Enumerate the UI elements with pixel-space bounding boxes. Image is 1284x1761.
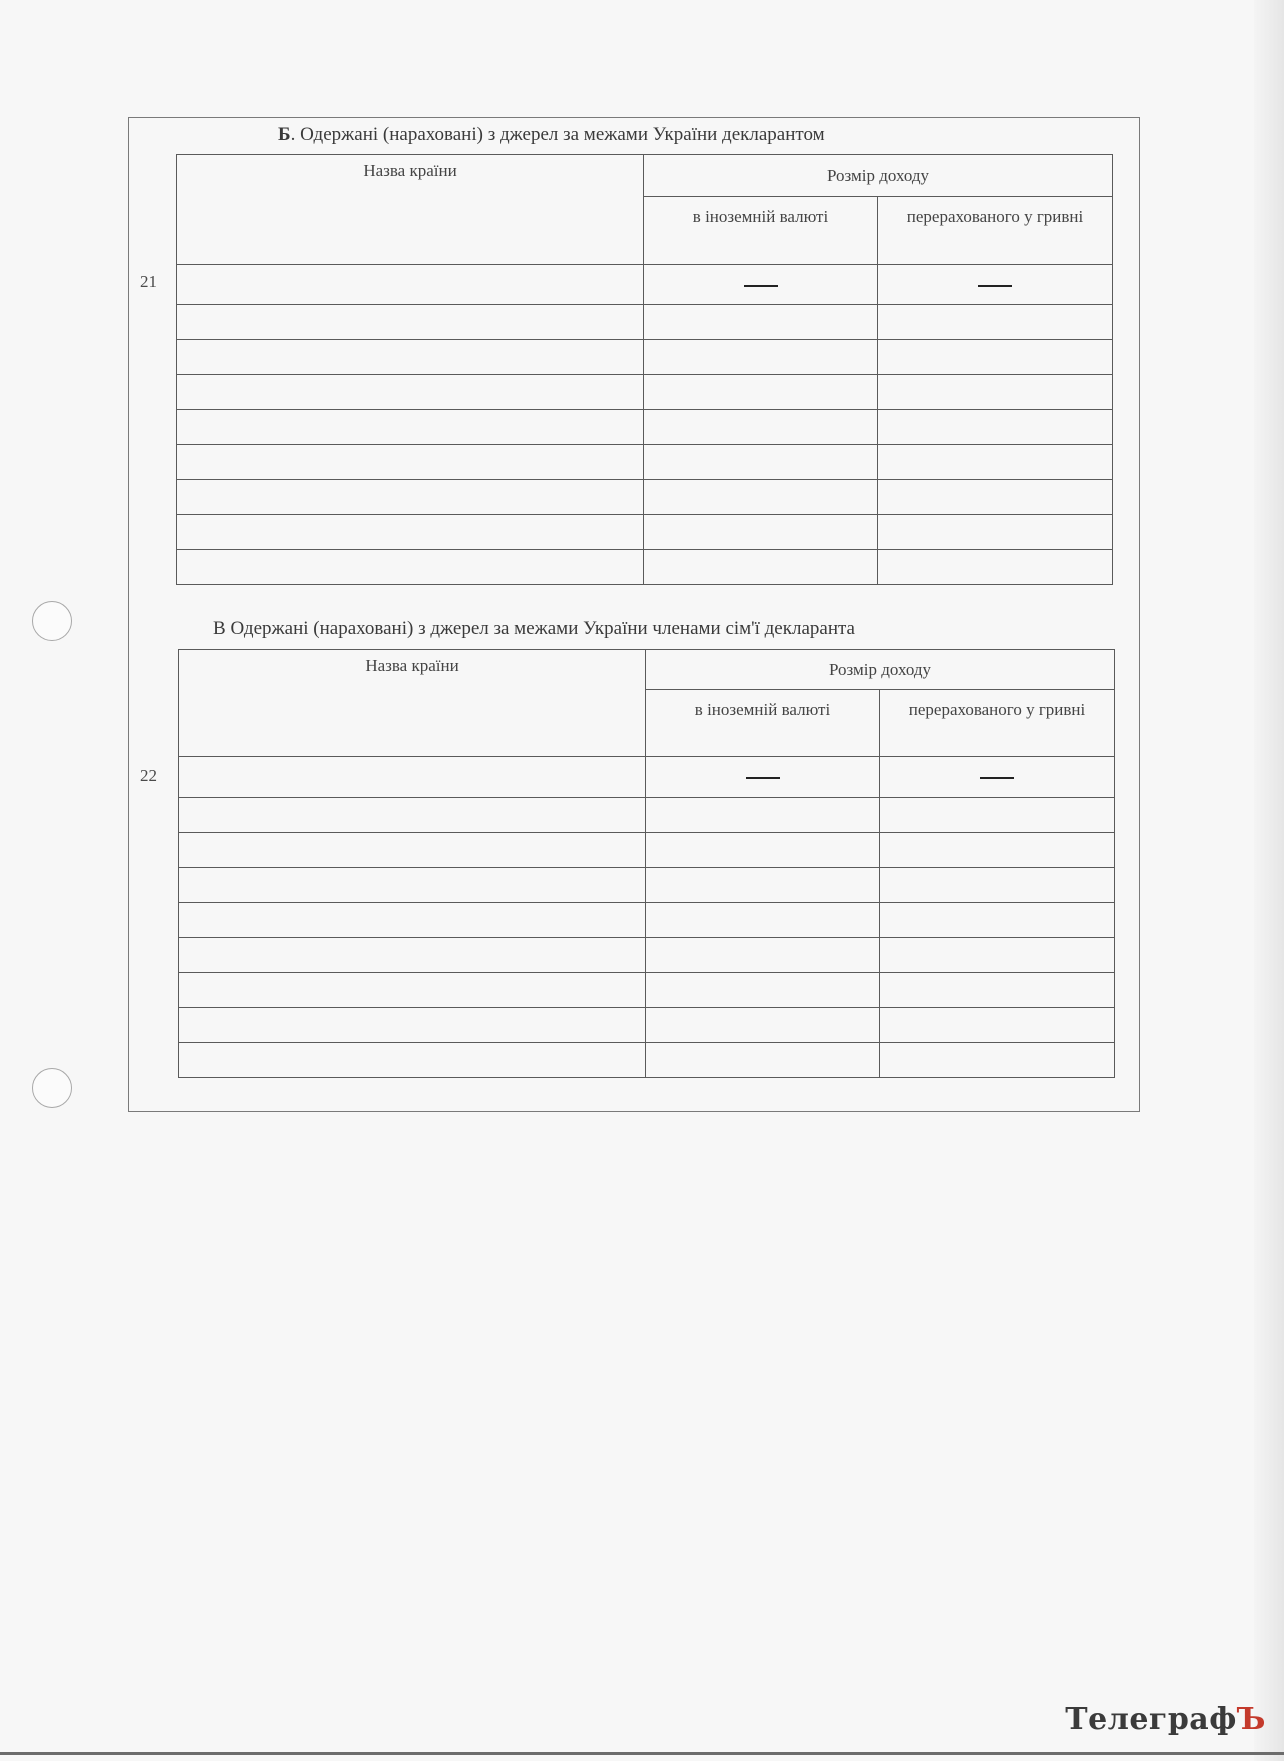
row-number-21: 21 [140,272,157,291]
table-row [177,410,1113,445]
table-row [179,938,1115,973]
table-row [177,340,1113,375]
table-row [179,973,1115,1008]
table-cell [179,757,646,798]
table-cell [878,265,1113,305]
table-cell [646,757,880,798]
punch-hole-top [32,601,72,641]
table-cell [880,757,1115,798]
table-row [177,445,1113,480]
logo-text: Телеграф [1065,1702,1237,1737]
header-income-size: Розмір доходу [644,155,1113,197]
table-row [179,1008,1115,1043]
table-row [177,305,1113,340]
section-b-letter: Б [278,124,291,145]
handwritten-dash [746,777,780,779]
header-country: Назва країни [177,155,644,265]
punch-hole-bottom [32,1068,72,1108]
table-row [177,550,1113,585]
header-converted: перерахованого у гривні [878,197,1113,265]
telegraf-logo [1065,1702,1266,1737]
header-converted: перерахованого у гривні [880,690,1115,757]
table-row [179,757,1115,798]
table-row [177,375,1113,410]
logo-accent-letter: Ъ [1236,1702,1266,1737]
handwritten-dash [980,777,1014,779]
header-foreign-currency: в іноземній валюті [644,197,878,265]
row-number-22: 22 [140,766,157,785]
table-cell [644,265,878,305]
table-row [179,798,1115,833]
section-b-table [176,154,1113,585]
table-cell [177,265,644,305]
header-country: Назва країни [179,650,646,757]
section-b-title [278,124,825,146]
handwritten-dash [978,285,1012,287]
table-row [179,903,1115,938]
page-edge-shadow [1254,0,1284,1761]
table-row [179,1043,1115,1078]
table-row [179,833,1115,868]
section-v-title-text: Одержані (нараховані) з джерел за межами України членами сім'ї декларанта [225,618,855,639]
section-v-table [178,649,1115,1078]
header-income-size: Розмір доходу [646,650,1115,690]
table-row [177,265,1113,305]
bottom-rule [0,1752,1284,1755]
table-row [179,868,1115,903]
section-v-title [213,618,855,640]
section-b-title-text: . Одержані (нараховані) з джерел за межами України декларантом [290,124,825,145]
header-foreign-currency: в іноземній валюті [646,690,880,757]
section-v-letter: В [213,618,226,639]
table-row [177,480,1113,515]
handwritten-dash [744,285,778,287]
table-row [177,515,1113,550]
